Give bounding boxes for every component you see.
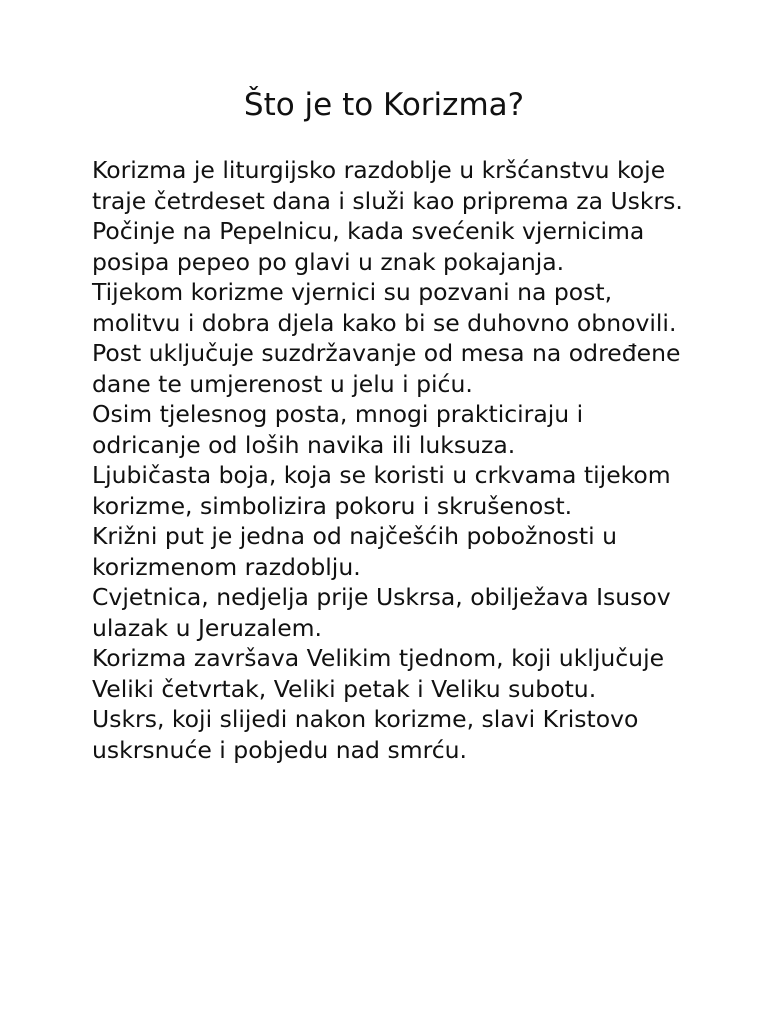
paragraph: Cvjetnica, nedjelja prije Uskrsa, obilježava Isusov ulazak u Jeruzalem. bbox=[92, 583, 671, 642]
paragraph: Ljubičasta boja, koja se koristi u crkvama tijekom korizme, simbolizira pokoru i skrušenost. bbox=[92, 461, 671, 520]
document-title: Što je to Korizma? bbox=[243, 87, 525, 123]
paragraph: Osim tjelesnog posta, mnogi prakticiraju i odricanje od loših navika ili luksuza. bbox=[92, 400, 584, 459]
document-body bbox=[92, 155, 692, 765]
paragraph: Uskrs, koji slijedi nakon korizme, slavi Kristovo uskrsnuće i pobjedu nad smrću. bbox=[92, 705, 639, 764]
paragraph: Korizma je liturgijsko razdoblje u kršćanstvu koje traje četrdeset dana i služi kao priprema za Uskrs. bbox=[92, 156, 683, 215]
paragraph: Korizma završava Velikim tjednom, koji uključuje Veliki četvrtak, Veliki petak i Veliku subotu. bbox=[92, 644, 665, 703]
paragraph: Počinje na Pepelnicu, kada svećenik vjernicima posipa pepeo po glavi u znak pokajanja. bbox=[92, 217, 645, 276]
paragraph: Tijekom korizme vjernici su pozvani na post, molitvu i dobra djela kako bi se duhovno obnovili. bbox=[92, 278, 677, 337]
paragraph: Post uključuje suzdržavanje od mesa na određene dane te umjerenost u jelu i piću. bbox=[92, 339, 681, 398]
paragraph: Križni put je jedna od najčešćih pobožnosti u korizmenom razdoblju. bbox=[92, 522, 618, 581]
